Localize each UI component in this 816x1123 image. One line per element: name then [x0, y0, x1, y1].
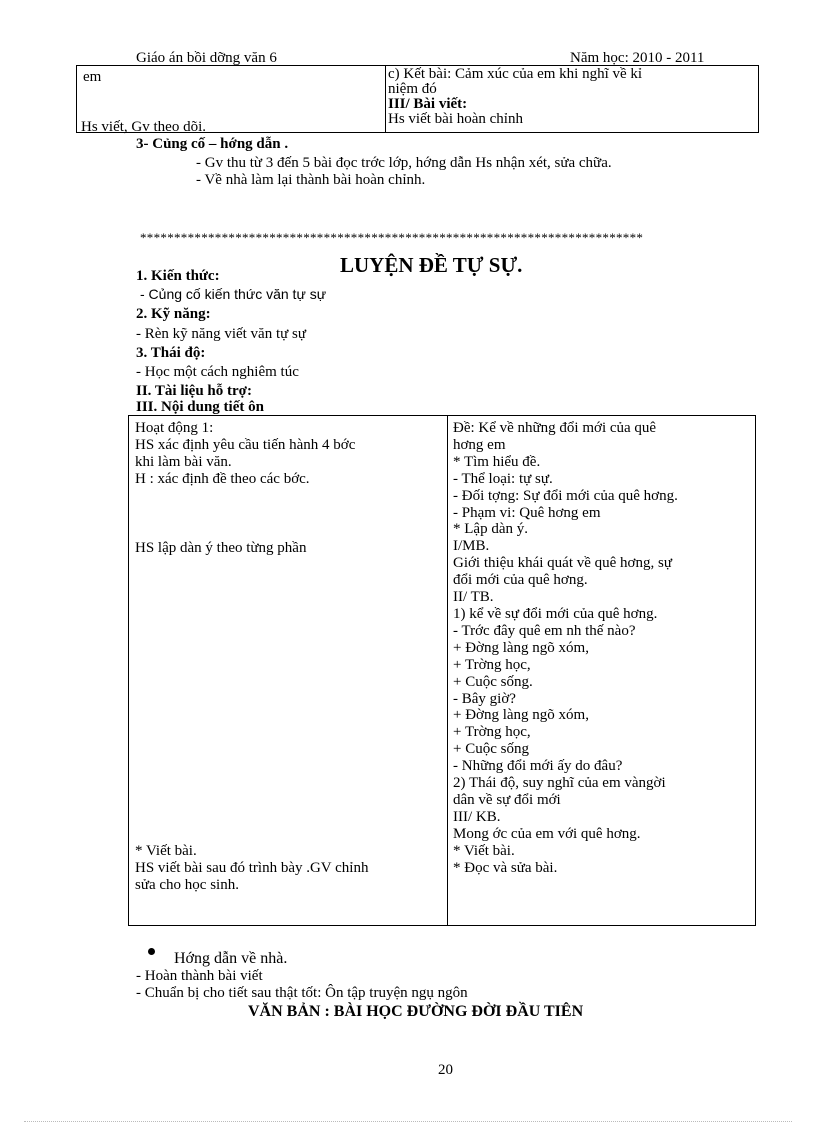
consolidation-item: - Về nhà làm lại thành bài hoàn chỉnh.: [196, 172, 426, 188]
homework-heading: Hớng dẫn về nhà.: [174, 950, 288, 967]
section-content-attitude: - Học một cách nghiêm túc: [136, 364, 299, 380]
star-separator: **************************************************************************: [140, 230, 644, 245]
section-heading-content: III. Nội dung tiết ôn: [136, 399, 264, 415]
homework-item: - Hoàn thành bài viết: [136, 968, 263, 984]
table-column-divider: [447, 416, 448, 925]
table1-left-bottom: Hs viết, Gv theo dõi.: [81, 119, 206, 135]
header-left: Giáo án bồi dỡng văn 6: [136, 50, 277, 66]
table-column-divider: [385, 65, 386, 132]
header-right: Năm học: 2010 - 2011: [570, 50, 705, 66]
section-heading-attitude: 3. Thái độ:: [136, 345, 206, 361]
section-heading-knowledge: 1. Kiến thức:: [136, 268, 220, 284]
activity-table: [128, 415, 756, 926]
bullet-icon: [148, 948, 155, 955]
activity-right-cell: Đề: Kể về những đổi mới của quê hơng em * Tìm hiểu đề. - Thể loại: tự sự. - Đối tợng: Sự đổi mới của quê hơng. - Phạm vi: Quê hơng em * Lập dàn ý. I/MB. Giới thiệu khái quát về quê hơng, sự đổi mới của quê hơng. II/ TB. 1) kể về sự đổi mới của quê hơng. - Trớc đây quê em nh thế nào? + Đờng làng ngõ xóm, + Trờng học, + Cuộc sống. - Bây giờ? + Đờng làng ngõ xóm, + Trờng học, + Cuộc sống - Những đổi mới ấy do đâu? 2) Thái độ, suy nghĩ của em vàngời dân về sự đổi mới III/ KB. Mong ớc của em với quê hơng. * Viết bài. * Đọc và sửa bài.: [453, 420, 678, 876]
page-bottom-rule: [24, 1121, 792, 1122]
table1-left-top: em: [83, 69, 102, 85]
next-lesson-title: VĂN BẢN : BÀI HỌC ĐƯỜNG ĐỜI ĐẦU TIÊN: [248, 1003, 584, 1020]
consolidation-heading: 3- Củng cố – hớng dẫn .: [136, 136, 289, 152]
section-content-knowledge: - Củng cố kiến thức văn tự sự: [140, 286, 327, 302]
continuation-table: [76, 65, 759, 133]
activity-left-block-1: Hoạt động 1: HS xác định yêu cầu tiến hành 4 bớc khi làm bài văn. H : xác định đề theo các bớc.: [135, 420, 356, 487]
page-number: 20: [438, 1062, 453, 1078]
lesson-title: LUYỆN ĐỀ TỰ SỰ.: [340, 253, 523, 277]
table1-right-cell: c) Kết bài: Cảm xúc của em khi nghĩ về kỉ niệm đó III/ Bài viết: Hs viết bài hoàn chỉnh: [388, 66, 643, 127]
section-heading-skills: 2. Kỹ năng:: [136, 306, 211, 322]
activity-left-block-3: * Viết bài. HS viết bài sau đó trình bày .GV chỉnh sửa cho học sinh.: [135, 843, 369, 893]
consolidation-item: - Gv thu từ 3 đến 5 bài đọc trớc lớp, hớng dẫn Hs nhận xét, sửa chữa.: [196, 155, 612, 171]
section-heading-materials: II. Tài liệu hỗ trợ:: [136, 383, 252, 399]
section-content-skills: - Rèn kỹ năng viết văn tự sự: [136, 326, 306, 342]
homework-item: - Chuẩn bị cho tiết sau thật tốt: Ôn tập truyện ngụ ngôn: [136, 985, 468, 1001]
activity-left-block-2: HS lập dàn ý theo từng phần: [135, 540, 307, 556]
